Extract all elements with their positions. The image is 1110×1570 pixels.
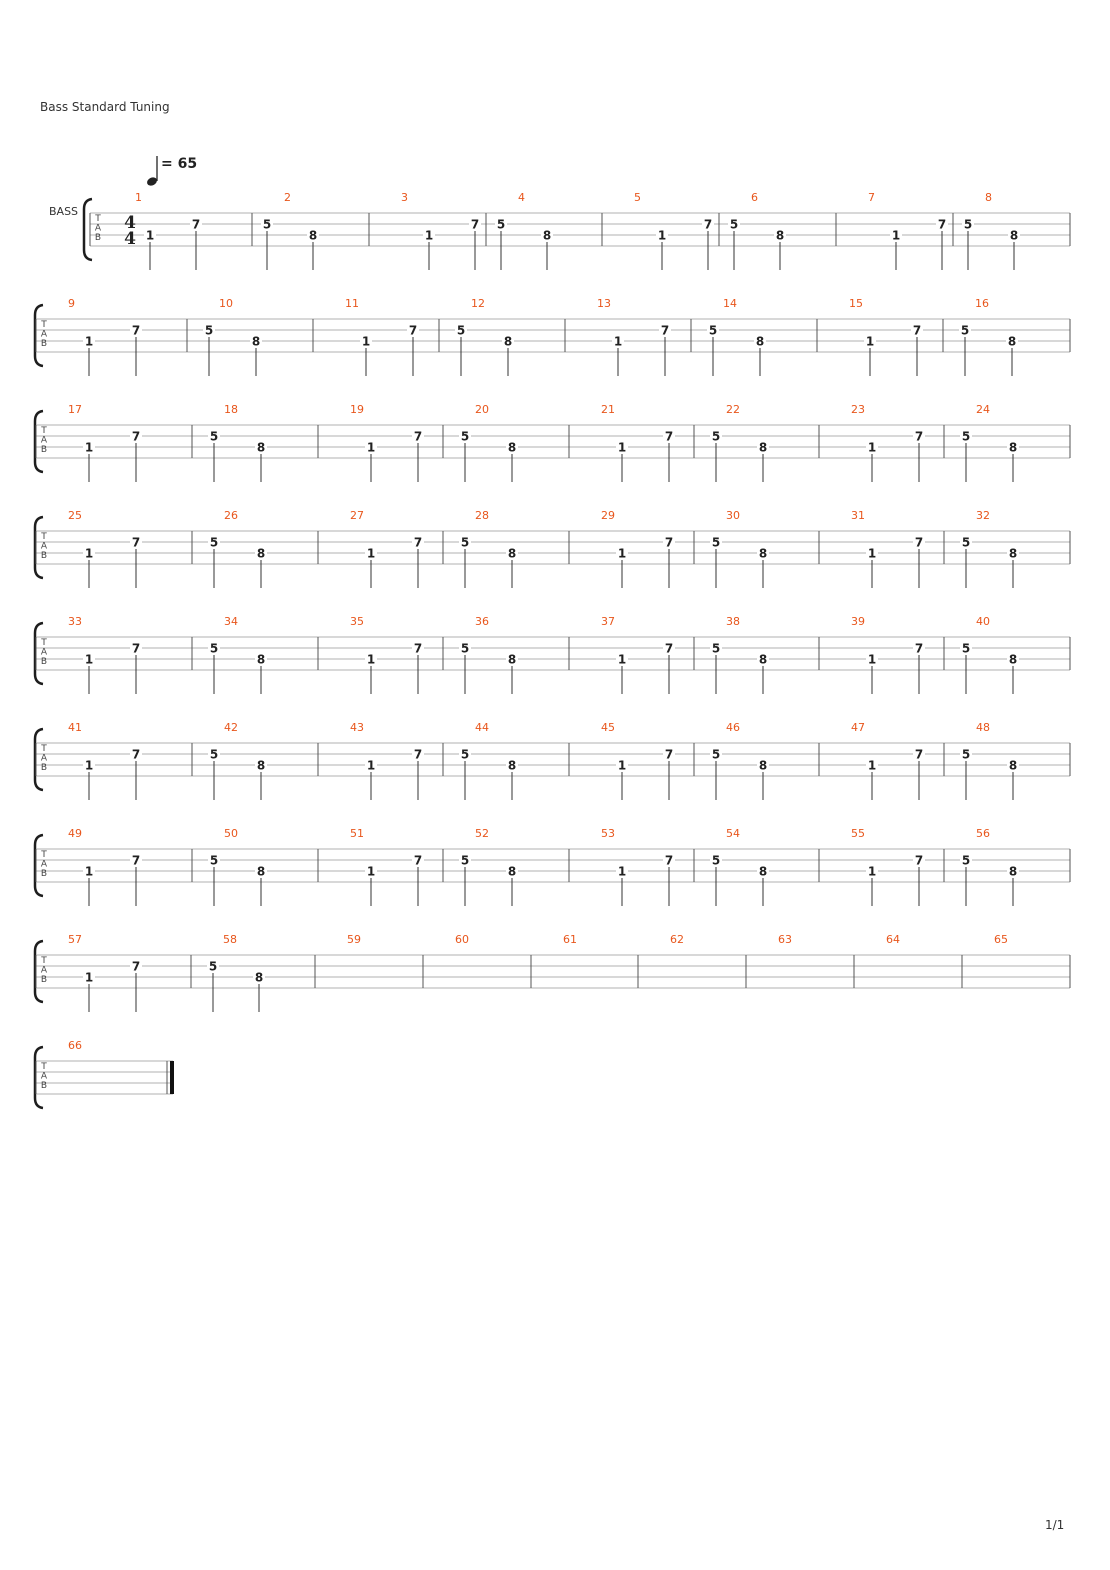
measure-number: 51 [350,827,364,840]
fret-number: 1 [865,334,875,349]
tab-clef-letter: T [41,638,47,648]
measure-number: 49 [68,827,82,840]
measure-number: 11 [345,297,359,310]
tempo-value: = 65 [161,156,198,172]
fret-number: 5 [960,323,970,338]
measure-number: 37 [601,615,615,628]
fret-number: 7 [131,959,141,974]
fret-number: 8 [1008,758,1018,773]
fret-number: 5 [209,853,219,868]
fret-number: 8 [758,546,768,561]
fret-number: 7 [413,747,423,762]
measure-number: 42 [224,721,238,734]
fret-number: 1 [617,546,627,561]
tab-clef-letter: A [94,223,102,234]
measure-number: 3 [401,191,408,204]
fret-number: 7 [664,535,674,550]
fret-number: 5 [961,535,971,550]
fret-number: 8 [251,334,261,349]
tab-clef-letter: A [40,541,48,552]
fret-number: 8 [1008,652,1018,667]
fret-number: 5 [208,959,218,974]
measure-number: 65 [994,933,1008,946]
measure-number: 25 [68,509,82,522]
fret-number: 7 [660,323,670,338]
measure-number: 57 [68,933,82,946]
final-barline-thick [170,1061,174,1094]
tab-clef-letter: A [40,647,48,658]
fret-number: 7 [131,429,141,444]
fret-number: 1 [84,970,94,985]
fret-number: 5 [460,747,470,762]
tab-clef-letter: T [41,744,47,754]
measure-number: 30 [726,509,740,522]
fret-number: 8 [507,758,517,773]
measure-number: 45 [601,721,615,734]
measure-number: 55 [851,827,865,840]
measure-number: 9 [68,297,75,310]
fret-number: 1 [617,652,627,667]
fret-number: 5 [209,535,219,550]
fret-number: 1 [366,758,376,773]
measure-number: 36 [475,615,489,628]
fret-number: 5 [711,429,721,444]
page-number: 1/1 [1045,1518,1065,1532]
fret-number: 1 [84,758,94,773]
fret-number: 7 [131,535,141,550]
fret-number: 1 [361,334,371,349]
measure-number: 17 [68,403,82,416]
fret-number: 5 [711,853,721,868]
fret-number: 7 [191,217,201,232]
fret-number: 8 [308,228,318,243]
fret-number: 7 [914,641,924,656]
measure-number: 5 [634,191,641,204]
tab-clef-letter: A [40,859,48,870]
fret-number: 8 [256,546,266,561]
measure-number: 56 [976,827,990,840]
system-bracket-icon [84,199,92,260]
fret-number: 5 [460,535,470,550]
fret-number: 5 [961,641,971,656]
measure-number: 16 [975,297,989,310]
fret-number: 5 [209,429,219,444]
fret-number: 8 [256,440,266,455]
tab-clef-letter: A [40,329,48,340]
fret-number: 8 [256,864,266,879]
fret-number: 1 [657,228,667,243]
fret-number: 5 [711,747,721,762]
fret-number: 7 [413,429,423,444]
measure-number: 39 [851,615,865,628]
tab-clef-letter: B [40,869,48,879]
measure-number: 33 [68,615,82,628]
measure-number: 6 [751,191,758,204]
measure-number: 13 [597,297,611,310]
tab-clef-letter: T [41,1062,47,1072]
fret-number: 7 [914,535,924,550]
fret-number: 7 [914,747,924,762]
measure-number: 41 [68,721,82,734]
fret-number: 8 [1008,864,1018,879]
fret-number: 8 [775,228,785,243]
tab-clef-letter: T [95,214,101,224]
fret-number: 5 [204,323,214,338]
measure-number: 44 [475,721,489,734]
fret-number: 5 [961,429,971,444]
fret-number: 1 [867,652,877,667]
measure-number: 46 [726,721,740,734]
time-signature-bottom: 4 [124,229,136,249]
fret-number: 5 [711,641,721,656]
measure-number: 50 [224,827,238,840]
fret-number: 7 [131,747,141,762]
measure-number: 52 [475,827,489,840]
fret-number: 5 [711,535,721,550]
fret-number: 5 [963,217,973,232]
fret-number: 8 [755,334,765,349]
fret-number: 7 [937,217,947,232]
fret-number: 1 [867,546,877,561]
measure-number: 12 [471,297,485,310]
fret-number: 8 [1008,546,1018,561]
measure-number: 53 [601,827,615,840]
tab-clef-letter: B [40,1081,48,1091]
measure-number: 21 [601,403,615,416]
fret-number: 7 [703,217,713,232]
fret-number: 7 [413,853,423,868]
fret-number: 7 [470,217,480,232]
fret-number: 7 [664,641,674,656]
measure-number: 61 [563,933,577,946]
fret-number: 5 [262,217,272,232]
fret-number: 5 [460,853,470,868]
fret-number: 8 [256,758,266,773]
fret-number: 1 [84,652,94,667]
measure-number: 54 [726,827,740,840]
fret-number: 5 [961,853,971,868]
fret-number: 1 [145,228,155,243]
measure-number: 14 [723,297,737,310]
fret-number: 7 [912,323,922,338]
fret-number: 8 [1007,334,1017,349]
tab-clef-letter: T [41,850,47,860]
fret-number: 5 [456,323,466,338]
fret-number: 8 [507,652,517,667]
measure-number: 34 [224,615,238,628]
fret-number: 7 [664,747,674,762]
measure-number: 58 [223,933,237,946]
tab-clef-letter: T [41,320,47,330]
fret-number: 7 [131,641,141,656]
fret-number: 1 [366,546,376,561]
tab-clef-letter: A [40,1071,48,1082]
measure-number: 27 [350,509,364,522]
measure-number: 23 [851,403,865,416]
fret-number: 7 [408,323,418,338]
fret-number: 7 [413,641,423,656]
fret-number: 5 [209,641,219,656]
measure-number: 24 [976,403,990,416]
measure-number: 40 [976,615,990,628]
measure-number: 19 [350,403,364,416]
fret-number: 8 [1009,228,1019,243]
measure-number: 38 [726,615,740,628]
fret-number: 1 [366,652,376,667]
fret-number: 1 [867,758,877,773]
tab-clef-letter: B [40,445,48,455]
tab-clef-letter: B [40,339,48,349]
measure-number: 2 [284,191,291,204]
fret-number: 8 [758,652,768,667]
fret-number: 8 [758,440,768,455]
fret-number: 5 [961,747,971,762]
measure-number: 22 [726,403,740,416]
tab-clef-letter: A [40,435,48,446]
measure-number: 1 [135,191,142,204]
fret-number: 8 [503,334,513,349]
fret-number: 1 [867,864,877,879]
fret-number: 1 [617,440,627,455]
track-name: BASS [49,205,79,218]
fret-number: 7 [413,535,423,550]
fret-number: 5 [460,429,470,444]
tab-clef-letter: T [41,956,47,966]
measure-number: 4 [518,191,525,204]
fret-number: 8 [758,864,768,879]
measure-number: 48 [976,721,990,734]
measure-number: 66 [68,1039,82,1052]
measure-number: 47 [851,721,865,734]
fret-number: 1 [867,440,877,455]
fret-number: 1 [424,228,434,243]
measure-number: 8 [985,191,992,204]
fret-number: 8 [1008,440,1018,455]
tuning-label: Bass Standard Tuning [40,100,170,114]
fret-number: 7 [914,853,924,868]
fret-number: 5 [209,747,219,762]
fret-number: 8 [507,864,517,879]
tab-clef-letter: B [40,657,48,667]
fret-number: 1 [84,546,94,561]
fret-number: 7 [131,323,141,338]
measure-number: 43 [350,721,364,734]
tab-clef-letter: T [41,532,47,542]
fret-number: 8 [542,228,552,243]
measure-number: 32 [976,509,990,522]
measure-number: 64 [886,933,900,946]
fret-number: 8 [507,440,517,455]
measure-number: 20 [475,403,489,416]
fret-number: 1 [84,864,94,879]
fret-number: 8 [507,546,517,561]
fret-number: 8 [758,758,768,773]
measure-number: 29 [601,509,615,522]
fret-number: 1 [617,864,627,879]
measure-number: 7 [868,191,875,204]
measure-number: 28 [475,509,489,522]
fret-number: 7 [914,429,924,444]
fret-number: 1 [891,228,901,243]
fret-number: 1 [366,440,376,455]
fret-number: 5 [729,217,739,232]
fret-number: 8 [256,652,266,667]
tab-clef-letter: B [94,233,102,243]
tab-clef-letter: A [40,753,48,764]
fret-number: 5 [460,641,470,656]
measure-number: 59 [347,933,361,946]
fret-number: 5 [708,323,718,338]
measure-number: 35 [350,615,364,628]
tab-clef-letter: B [40,763,48,773]
measure-number: 26 [224,509,238,522]
measure-number: 10 [219,297,233,310]
measure-number: 62 [670,933,684,946]
measure-number: 63 [778,933,792,946]
fret-number: 1 [617,758,627,773]
measure-number: 31 [851,509,865,522]
fret-number: 1 [366,864,376,879]
time-signature-top: 4 [124,213,136,233]
tab-clef-letter: T [41,426,47,436]
fret-number: 7 [664,853,674,868]
measure-number: 60 [455,933,469,946]
tab-clef-letter: B [40,551,48,561]
fret-number: 8 [254,970,264,985]
fret-number: 1 [84,334,94,349]
fret-number: 7 [131,853,141,868]
measure-number: 15 [849,297,863,310]
fret-number: 1 [84,440,94,455]
fret-number: 1 [613,334,623,349]
tab-clef-letter: A [40,965,48,976]
fret-number: 7 [664,429,674,444]
measure-number: 18 [224,403,238,416]
fret-number: 5 [496,217,506,232]
tab-clef-letter: B [40,975,48,985]
